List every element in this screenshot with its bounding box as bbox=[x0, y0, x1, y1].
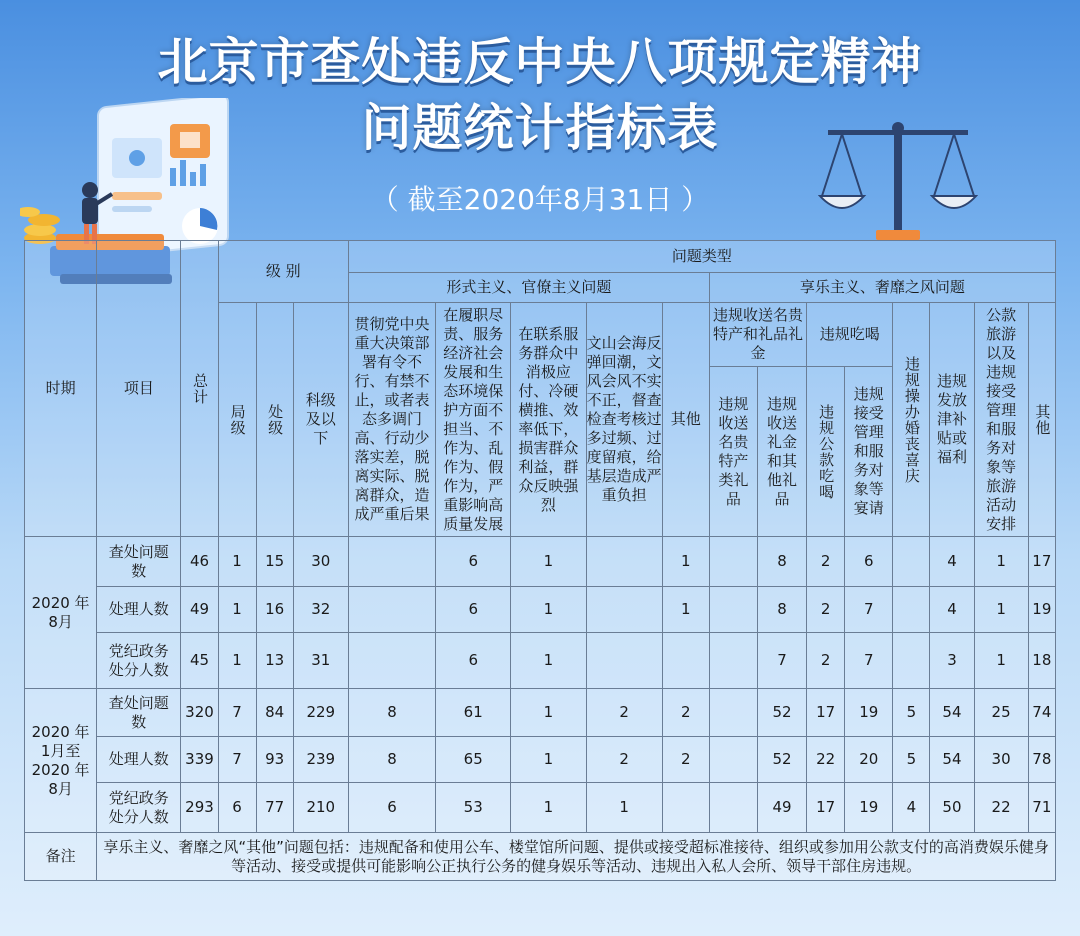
note-text: 享乐主义、奢靡之风“其他”问题包括：违规配备和使用公车、楼堂馆所问题、提供或接受超标准接待、组织或参加用公款支付的高消费娱乐健身等活动、接受或提供可能影响公正执行公务的健身娱乐等活动、违规出入私人会所、领导干部住房违规。 bbox=[97, 833, 1056, 881]
value-cell: 6 bbox=[218, 783, 256, 833]
value-cell: 32 bbox=[293, 587, 348, 633]
value-cell: 6 bbox=[348, 783, 435, 833]
table-row bbox=[25, 783, 1056, 833]
header-total: 总计 bbox=[181, 241, 218, 537]
value-cell: 2 bbox=[807, 537, 845, 587]
value-cell bbox=[586, 587, 662, 633]
header-subsidy-label: 违规发放津补贴或福利 bbox=[936, 372, 967, 466]
value-cell: 339 bbox=[181, 737, 218, 783]
value-cell: 1 bbox=[662, 537, 709, 587]
value-cell: 45 bbox=[181, 633, 218, 689]
value-cell: 31 bbox=[293, 633, 348, 689]
item-label: 处理人数 bbox=[108, 600, 169, 618]
table-row bbox=[25, 737, 1056, 783]
statistics-table bbox=[24, 240, 1056, 881]
table-row bbox=[25, 689, 1056, 737]
value-cell: 7 bbox=[757, 633, 806, 689]
value-cell: 46 bbox=[181, 537, 218, 587]
value-cell: 1 bbox=[586, 783, 662, 833]
value-cell bbox=[586, 537, 662, 587]
value-cell: 2 bbox=[662, 737, 709, 783]
value-cell bbox=[662, 633, 709, 689]
value-cell: 4 bbox=[930, 537, 974, 587]
item-label: 查处问题数 bbox=[108, 693, 169, 731]
page-title-line2: 问题统计指标表 bbox=[361, 99, 719, 157]
value-cell: 7 bbox=[845, 633, 893, 689]
value-cell bbox=[709, 633, 757, 689]
header-period: 时期 bbox=[25, 241, 97, 537]
header-gift-2-label: 违规收送礼金和其他礼品 bbox=[767, 394, 798, 508]
value-cell: 7 bbox=[218, 689, 256, 737]
value-cell: 2 bbox=[807, 633, 845, 689]
value-cell: 18 bbox=[1028, 633, 1055, 689]
value-cell: 22 bbox=[807, 737, 845, 783]
value-cell bbox=[893, 587, 930, 633]
table-row bbox=[25, 537, 1056, 587]
value-cell: 1 bbox=[662, 587, 709, 633]
value-cell bbox=[586, 633, 662, 689]
item-cell bbox=[97, 689, 181, 737]
value-cell: 1 bbox=[511, 587, 586, 633]
value-cell: 52 bbox=[757, 689, 806, 737]
balance-scale-icon bbox=[818, 118, 978, 244]
value-cell: 1 bbox=[974, 633, 1028, 689]
value-cell bbox=[662, 783, 709, 833]
value-cell: 49 bbox=[757, 783, 806, 833]
note-label: 备注 bbox=[25, 833, 97, 881]
value-cell: 6 bbox=[436, 587, 511, 633]
header-gift-1-label: 违规收送名贵特产类礼品 bbox=[718, 394, 749, 508]
period-cell bbox=[25, 537, 97, 689]
value-cell: 13 bbox=[256, 633, 293, 689]
table-data-body bbox=[25, 537, 1056, 833]
value-cell: 5 bbox=[893, 689, 930, 737]
header-gift-1 bbox=[709, 367, 757, 537]
page-title-line1: 北京市查处违反中央八项规定精神 bbox=[157, 33, 923, 91]
period-label: 2020 年 8月 bbox=[31, 593, 90, 631]
value-cell: 1 bbox=[974, 587, 1028, 633]
value-cell bbox=[709, 537, 757, 587]
value-cell: 22 bbox=[974, 783, 1028, 833]
item-label: 处理人数 bbox=[108, 750, 169, 768]
period-cell bbox=[25, 689, 97, 833]
period-label: 2020 年 1月至 2020 年 8月 bbox=[31, 722, 90, 798]
value-cell: 15 bbox=[256, 537, 293, 587]
value-cell: 2 bbox=[586, 689, 662, 737]
value-cell: 1 bbox=[511, 689, 586, 737]
value-cell: 65 bbox=[436, 737, 511, 783]
item-label: 党纪政务处分人数 bbox=[108, 788, 169, 826]
header-formalism-3: 在联系服务群众中消极应付、冷硬横推、效率低下，损害群众利益，群众反映强烈 bbox=[511, 303, 586, 537]
header-hedonism-other: 其他 bbox=[1028, 303, 1055, 537]
value-cell: 1 bbox=[511, 633, 586, 689]
header-level-ju: 局级 bbox=[218, 303, 256, 537]
value-cell: 30 bbox=[974, 737, 1028, 783]
header-level-ke bbox=[293, 303, 348, 537]
value-cell: 30 bbox=[293, 537, 348, 587]
value-cell: 78 bbox=[1028, 737, 1055, 783]
date-subtitle: （ 截至2020年8月31日 ） bbox=[370, 183, 710, 216]
value-cell: 1 bbox=[511, 737, 586, 783]
value-cell: 4 bbox=[893, 783, 930, 833]
header-formalism-4: 文山会海反弹回潮，文风会风不实不正，督查检查考核过多过频、过度留痕，给基层造成严重负担 bbox=[586, 303, 662, 537]
header-eat-2-label: 违规接受管理和服务对象等宴请 bbox=[853, 385, 884, 517]
value-cell: 54 bbox=[930, 689, 974, 737]
table-row bbox=[25, 587, 1056, 633]
value-cell bbox=[709, 737, 757, 783]
header-formalism-2: 在履职尽责、服务经济社会发展和生态环境保护方面不担当、不作为、乱作为、假作为，严重影响高质量发展 bbox=[436, 303, 511, 537]
value-cell: 61 bbox=[436, 689, 511, 737]
header-level-ke-label: 科级及以下 bbox=[305, 391, 336, 447]
value-cell: 74 bbox=[1028, 689, 1055, 737]
value-cell: 17 bbox=[807, 783, 845, 833]
value-cell: 6 bbox=[845, 537, 893, 587]
value-cell: 6 bbox=[436, 537, 511, 587]
value-cell: 19 bbox=[845, 783, 893, 833]
header-subsidy bbox=[930, 303, 974, 537]
value-cell: 2 bbox=[662, 689, 709, 737]
value-cell: 16 bbox=[256, 587, 293, 633]
header-eat-2 bbox=[845, 367, 893, 537]
value-cell: 17 bbox=[807, 689, 845, 737]
value-cell bbox=[348, 587, 435, 633]
header-level: 级 别 bbox=[218, 241, 348, 303]
value-cell: 1 bbox=[218, 587, 256, 633]
header-gift: 违规收送名贵特产和礼品礼金 bbox=[709, 303, 806, 367]
item-cell bbox=[97, 633, 181, 689]
header-eat-1: 违规公款吃喝 bbox=[807, 367, 845, 537]
item-label: 查处问题数 bbox=[108, 542, 169, 580]
value-cell: 210 bbox=[293, 783, 348, 833]
value-cell: 77 bbox=[256, 783, 293, 833]
value-cell: 19 bbox=[845, 689, 893, 737]
value-cell: 320 bbox=[181, 689, 218, 737]
value-cell: 93 bbox=[256, 737, 293, 783]
value-cell: 54 bbox=[930, 737, 974, 783]
value-cell: 52 bbox=[757, 737, 806, 783]
header-wedding: 违规操办婚丧喜庆 bbox=[893, 303, 930, 537]
value-cell: 53 bbox=[436, 783, 511, 833]
value-cell: 49 bbox=[181, 587, 218, 633]
value-cell: 4 bbox=[930, 587, 974, 633]
header-problem-type: 问题类型 bbox=[348, 241, 1055, 273]
value-cell: 1 bbox=[511, 783, 586, 833]
value-cell: 239 bbox=[293, 737, 348, 783]
value-cell bbox=[893, 633, 930, 689]
header-gift-2 bbox=[757, 367, 806, 537]
header-level-chu: 处级 bbox=[256, 303, 293, 537]
item-cell bbox=[97, 783, 181, 833]
header-formalism: 形式主义、官僚主义问题 bbox=[348, 273, 709, 303]
value-cell bbox=[709, 689, 757, 737]
value-cell bbox=[709, 783, 757, 833]
value-cell: 71 bbox=[1028, 783, 1055, 833]
value-cell: 1 bbox=[511, 537, 586, 587]
value-cell bbox=[893, 537, 930, 587]
value-cell: 8 bbox=[757, 587, 806, 633]
value-cell: 17 bbox=[1028, 537, 1055, 587]
value-cell: 84 bbox=[256, 689, 293, 737]
header-item: 项目 bbox=[97, 241, 181, 537]
value-cell bbox=[348, 633, 435, 689]
table-row bbox=[25, 633, 1056, 689]
header-travel-label: 公款旅游以及违规接受管理和服务对象等旅游活动安排 bbox=[986, 305, 1017, 533]
value-cell: 19 bbox=[1028, 587, 1055, 633]
value-cell bbox=[709, 587, 757, 633]
item-cell bbox=[97, 737, 181, 783]
value-cell: 7 bbox=[845, 587, 893, 633]
value-cell: 20 bbox=[845, 737, 893, 783]
value-cell: 1 bbox=[218, 633, 256, 689]
value-cell: 8 bbox=[348, 689, 435, 737]
header-formalism-other: 其他 bbox=[662, 303, 709, 537]
header-formalism-1: 贯彻党中央重大决策部署有令不行、有禁不止，或者表态多调门高、行动少落实差，脱离实际、脱离群众，造成严重后果 bbox=[348, 303, 435, 537]
value-cell: 5 bbox=[893, 737, 930, 783]
item-cell bbox=[97, 537, 181, 587]
header-eat: 违规吃喝 bbox=[807, 303, 893, 367]
value-cell: 1 bbox=[218, 537, 256, 587]
value-cell: 2 bbox=[807, 587, 845, 633]
value-cell: 293 bbox=[181, 783, 218, 833]
value-cell: 7 bbox=[218, 737, 256, 783]
value-cell: 50 bbox=[930, 783, 974, 833]
value-cell: 8 bbox=[348, 737, 435, 783]
header-hedonism: 享乐主义、奢靡之风问题 bbox=[709, 273, 1055, 303]
value-cell: 3 bbox=[930, 633, 974, 689]
value-cell: 25 bbox=[974, 689, 1028, 737]
item-label: 党纪政务处分人数 bbox=[108, 641, 169, 679]
value-cell: 229 bbox=[293, 689, 348, 737]
item-cell bbox=[97, 587, 181, 633]
value-cell: 6 bbox=[436, 633, 511, 689]
value-cell: 8 bbox=[757, 537, 806, 587]
value-cell: 2 bbox=[586, 737, 662, 783]
value-cell bbox=[348, 537, 435, 587]
value-cell: 1 bbox=[974, 537, 1028, 587]
header-travel bbox=[974, 303, 1028, 537]
